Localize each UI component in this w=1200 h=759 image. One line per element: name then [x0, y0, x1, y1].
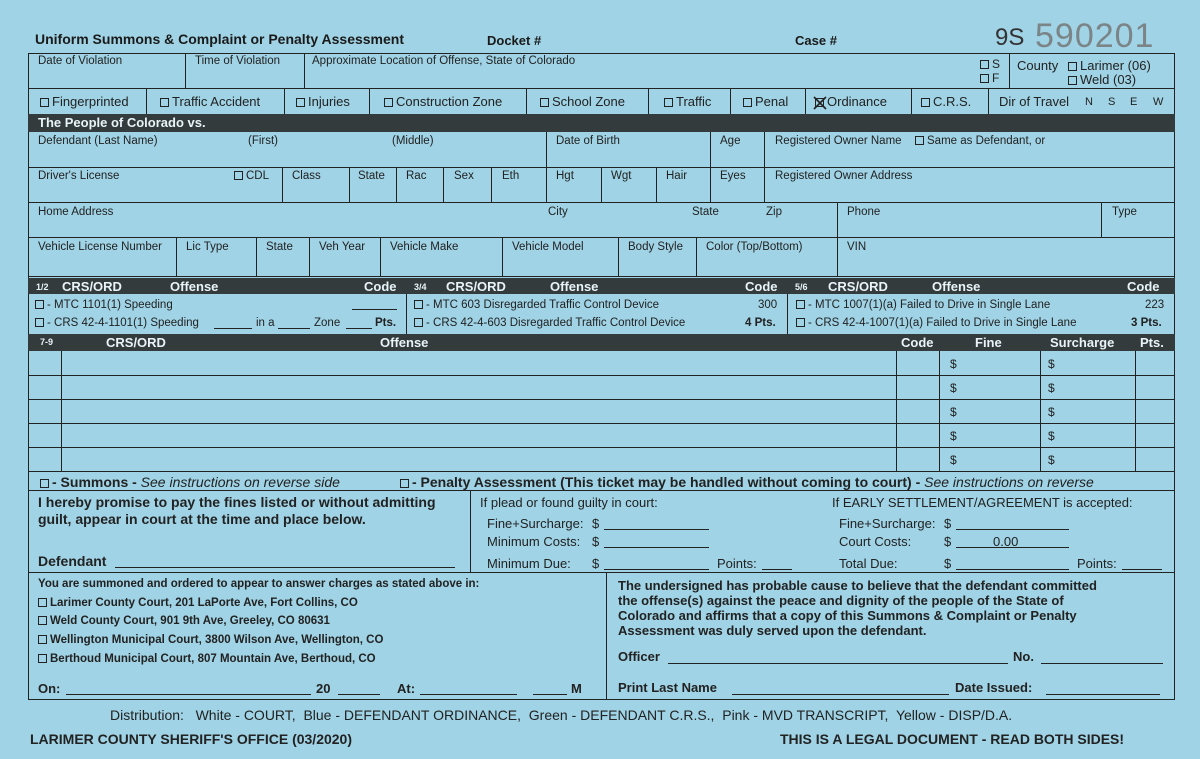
early-points-label: Points: — [1077, 556, 1117, 571]
courts-head: You are summoned and ordered to appear to answer charges as stated above in: — [38, 578, 480, 590]
vin-label: VIN — [847, 241, 867, 253]
table2-surcharge: Surcharge — [1050, 335, 1115, 350]
offense-crs-1101-label: - CRS 42-4-1101(1) Speeding — [47, 317, 199, 329]
early-fine-dollar: $ — [944, 516, 952, 531]
group2-offense: Offense — [550, 279, 599, 294]
surcharge-dollar-5: $ — [1048, 453, 1055, 467]
summons-checkbox[interactable] — [40, 474, 340, 490]
group3-code: Code — [1127, 279, 1160, 294]
early-points-line[interactable] — [1122, 569, 1162, 570]
fine-dollar-3: $ — [950, 405, 957, 419]
x-mark-icon — [813, 96, 827, 110]
fingerprinted-label: Fingerprinted — [52, 94, 129, 109]
offense-mtc-1101[interactable] — [35, 299, 173, 311]
dir-travel-label: Dir of Travel — [999, 94, 1070, 109]
on-date-line[interactable] — [66, 694, 311, 695]
cause-line-2: the offense(s) against the peace and dignity of the people of the State of — [618, 593, 1064, 608]
wgt-label: Wgt — [611, 170, 632, 182]
hgt-label: Hgt — [556, 170, 574, 182]
surcharge-dollar-2: $ — [1048, 381, 1055, 395]
group2-crs: CRS/ORD — [446, 279, 506, 294]
early-totaldue-dollar: $ — [944, 556, 952, 571]
guilty-mincosts-line[interactable] — [604, 547, 709, 548]
same-as-defendant-checkbox[interactable] — [915, 135, 1045, 147]
traffic-label: Traffic — [676, 94, 712, 109]
promise-text-1: I hereby promise to pay the fines listed or without admitting — [38, 494, 436, 510]
ticket-prefix: 9S — [995, 24, 1025, 51]
group1-crs: CRS/ORD — [62, 279, 122, 294]
ordinance-box-checked[interactable] — [815, 98, 824, 107]
table2-fine: Fine — [975, 335, 1002, 350]
early-totaldue-line[interactable] — [956, 569, 1069, 570]
dir-w[interactable]: W — [1153, 96, 1164, 108]
surcharge-dollar-1: $ — [1048, 357, 1055, 371]
veh-year-label: Veh Year — [319, 241, 366, 253]
group1-label: 1/2 — [36, 282, 49, 292]
officer-no-label: No. — [1013, 649, 1034, 664]
vehicle-license-label: Vehicle License Number — [38, 241, 163, 253]
offense-mtc-603[interactable] — [414, 299, 659, 311]
case-label: Case # — [795, 33, 837, 48]
offense-mtc-1101-label: - MTC 1101(1) Speeding — [47, 299, 173, 311]
table2-offense: Offense — [380, 335, 429, 350]
guilty-fine-line[interactable] — [604, 529, 709, 530]
date-violation-label: Date of Violation — [38, 55, 123, 67]
at-time-line[interactable] — [420, 694, 517, 695]
date-issued-label: Date Issued: — [955, 680, 1033, 695]
early-courtcosts-label: Court Costs: — [839, 534, 912, 549]
traffic-accident-checkbox[interactable] — [160, 94, 260, 109]
crs-label: C.R.S. — [933, 94, 972, 109]
group2-label: 3/4 — [414, 282, 427, 292]
print-name-label: Print Last Name — [618, 680, 717, 695]
weld-checkbox[interactable] — [1068, 72, 1136, 87]
zip-label: Zip — [766, 206, 782, 218]
guilty-points-line[interactable] — [762, 569, 792, 570]
cause-line-3: Colorado and affirms that a copy of this Summons & Complaint or Penalty — [618, 608, 1077, 623]
surcharge-dollar-3: $ — [1048, 405, 1055, 419]
limit-blank[interactable] — [278, 328, 310, 329]
color-label: Color (Top/Bottom) — [706, 241, 803, 253]
hair-label: Hair — [666, 170, 688, 182]
f-box[interactable] — [980, 74, 989, 83]
in-a-label: in a — [256, 317, 275, 329]
same-label: Same as Defendant, or — [927, 135, 1046, 147]
first-label: (First) — [248, 135, 279, 147]
penal-checkbox[interactable] — [743, 94, 788, 109]
fine-dollar-1: $ — [950, 357, 957, 371]
offense-crs-603[interactable] — [414, 317, 685, 329]
crs-checkbox[interactable] — [921, 94, 971, 109]
eyes-label: Eyes — [720, 170, 746, 182]
s-checkbox[interactable] — [980, 57, 1000, 71]
rac-label: Rac — [406, 170, 427, 182]
guilty-points-label: Points: — [717, 556, 757, 571]
table2-pts: Pts. — [1140, 335, 1164, 350]
offense-crs-603-label: - CRS 42-4-603 Disregarded Traffic Control Device — [426, 317, 686, 329]
middle-label: (Middle) — [392, 135, 434, 147]
zone-label: Zone — [314, 317, 341, 329]
dir-e[interactable]: E — [1130, 96, 1138, 108]
type-label: Type — [1112, 206, 1137, 218]
group1-code: Code — [364, 279, 397, 294]
year-label: 20 — [316, 681, 331, 696]
court-larimer-label: Larimer County Court, 201 LaPorte Ave, Fort Collins, CO — [50, 597, 358, 609]
code-blank-1[interactable] — [352, 309, 397, 310]
guilty-fine-dollar: $ — [592, 516, 600, 531]
group1-offense: Offense — [170, 279, 219, 294]
group3-offense: Offense — [932, 279, 981, 294]
reg-owner-label: Registered Owner Name — [775, 135, 902, 147]
penal-label: Penal — [755, 94, 789, 109]
dl-label: Driver's License — [38, 170, 120, 182]
court-wellington[interactable] — [38, 634, 383, 646]
early-totaldue-label: Total Due: — [839, 556, 898, 571]
location-label: Approximate Location of Offense, State of Colorado — [312, 55, 576, 67]
weld-label: Weld (03) — [1080, 72, 1137, 87]
traffic-checkbox[interactable] — [664, 94, 711, 109]
ordinance-checkbox[interactable] — [815, 94, 887, 109]
reg-addr-label: Registered Owner Address — [775, 170, 913, 182]
group3-crs: CRS/ORD — [828, 279, 888, 294]
school-zone-label: School Zone — [552, 94, 625, 109]
construction-zone-label: Construction Zone — [396, 94, 503, 109]
dir-s[interactable]: S — [1108, 96, 1116, 108]
traffic-accident-label: Traffic Accident — [172, 94, 261, 109]
offense-crs-1007[interactable] — [796, 317, 1076, 329]
at-label: At: — [397, 681, 416, 696]
officer-line[interactable] — [668, 663, 1008, 664]
print-name-line[interactable] — [732, 694, 949, 695]
on-label: On: — [38, 681, 61, 696]
year-line[interactable] — [338, 694, 380, 695]
ordinance-label: Ordinance — [827, 94, 887, 109]
pts-label-2: 4 Pts. — [745, 317, 776, 329]
larimer-checkbox[interactable] — [1068, 58, 1151, 73]
docket-label: Docket # — [487, 33, 542, 48]
m-label: M — [571, 681, 582, 696]
group2-code: Code — [745, 279, 778, 294]
state-label: State — [358, 170, 385, 182]
f-label: F — [992, 71, 1000, 85]
fine-dollar-5: $ — [950, 453, 957, 467]
court-larimer[interactable] — [38, 597, 358, 609]
pts-blank[interactable] — [346, 328, 372, 329]
offense-crs-1007-label: - CRS 42-4-1007(1)(a) Failed to Drive in Single Lane — [808, 317, 1077, 329]
larimer-label: Larimer (06) — [1080, 58, 1151, 73]
pts-label-3: 3 Pts. — [1131, 317, 1162, 329]
early-courtcosts-value: 0.00 — [993, 534, 1019, 549]
weld-box[interactable] — [1068, 76, 1077, 85]
summons-label: - Summons - — [52, 474, 137, 490]
penalty-label: - Penalty Assessment (This ticket may be handled without coming to court) - — [412, 474, 921, 490]
office-text: LARIMER COUNTY SHERIFF'S OFFICE (03/2020) — [30, 731, 353, 747]
speed-blank[interactable] — [214, 328, 252, 329]
penalty-instr: See instructions on reverse — [924, 474, 1094, 490]
offense-crs-1101[interactable] — [35, 317, 199, 329]
age-label: Age — [720, 135, 741, 147]
vehicle-make-label: Vehicle Make — [390, 241, 459, 253]
school-zone-checkbox[interactable] — [540, 94, 625, 109]
defendant-last-label: Defendant (Last Name) — [38, 135, 158, 147]
surcharge-dollar-4: $ — [1048, 429, 1055, 443]
class-label: Class — [292, 170, 321, 182]
officer-label: Officer — [618, 649, 660, 664]
cause-line-1: The undersigned has probable cause to believe that the defendant committed — [618, 578, 1097, 593]
injuries-label: Injuries — [308, 94, 350, 109]
ticket-number: 590201 — [1035, 17, 1155, 55]
home-address-label: Home Address — [38, 206, 114, 218]
legal-text: THIS IS A LEGAL DOCUMENT - READ BOTH SIDES! — [780, 731, 1125, 747]
offense-mtc-1007[interactable] — [796, 299, 1050, 311]
officer-no-line[interactable] — [1041, 663, 1163, 664]
vehicle-model-label: Vehicle Model — [512, 241, 584, 253]
court-weld[interactable] — [38, 615, 330, 627]
court-berthoud[interactable] — [38, 653, 376, 665]
offense-mtc-1007-label: - MTC 1007(1)(a) Failed to Drive in Single Lane — [808, 299, 1051, 311]
fingerprinted-checkbox[interactable] — [40, 94, 129, 109]
defendant-signature-line[interactable] — [115, 567, 455, 568]
county-label: County — [1017, 58, 1059, 73]
fine-dollar-4: $ — [950, 429, 957, 443]
court-wellington-label: Wellington Municipal Court, 3800 Wilson Ave, Wellington, CO — [50, 634, 384, 646]
lic-type-label: Lic Type — [186, 241, 229, 253]
cause-line-4: Assessment was duly served upon the defendant. — [618, 623, 927, 638]
dir-n[interactable]: N — [1085, 96, 1093, 108]
summons-instr: See instructions on reverse side — [140, 474, 340, 490]
time-violation-label: Time of Violation — [195, 55, 281, 67]
guilty-mindue-line[interactable] — [604, 569, 709, 570]
guilty-head: If plead or found guilty in court: — [480, 495, 658, 510]
guilty-fine-label: Fine+Surcharge: — [487, 516, 584, 531]
ampm-line[interactable] — [533, 694, 567, 695]
table2-group: 7-9 — [40, 337, 54, 347]
court-berthoud-label: Berthoud Municipal Court, 807 Mountain Ave, Berthoud, CO — [50, 653, 376, 665]
early-courtcosts-dollar: $ — [944, 534, 952, 549]
group3-label: 5/6 — [795, 282, 808, 292]
construction-zone-checkbox[interactable] — [384, 94, 502, 109]
distribution-text: Distribution: White - COURT, Blue - DEFENDANT ORDINANCE, Green - DEFENDANT C.R.S., Pink - MVD TRANSCRIPT, Yellow - DISP/D.A. — [110, 707, 1013, 723]
court-weld-label: Weld County Court, 901 9th Ave, Greeley, CO 80631 — [50, 615, 330, 627]
larimer-box[interactable] — [1068, 62, 1077, 71]
table2-code: Code — [901, 335, 934, 350]
promise-text-2: guilt, appear in court at the time and place below. — [38, 511, 366, 527]
dob-label: Date of Birth — [556, 135, 620, 147]
sex-label: Sex — [454, 170, 474, 182]
body-style-label: Body Style — [628, 241, 683, 253]
pts-label-1: Pts. — [375, 317, 397, 329]
form-title: Uniform Summons & Complaint or Penalty Assessment — [35, 31, 404, 47]
penalty-checkbox[interactable] — [400, 474, 1094, 490]
early-fine-label: Fine+Surcharge: — [839, 516, 936, 531]
offense-mtc-603-label: - MTC 603 Disregarded Traffic Control Device — [426, 299, 660, 311]
people-bar: The People of Colorado vs. — [28, 114, 1175, 132]
cdl-checkbox[interactable] — [234, 170, 269, 182]
code-223: 223 — [1145, 299, 1165, 311]
s-label: S — [992, 57, 1001, 71]
code-300: 300 — [758, 299, 778, 311]
guilty-mincosts-label: Minimum Costs: — [487, 534, 581, 549]
table2-header-bar — [28, 334, 1175, 351]
early-fine-line[interactable] — [956, 529, 1069, 530]
early-head: If EARLY SETTLEMENT/AGREEMENT is accepted: — [832, 495, 1133, 510]
injuries-checkbox[interactable] — [296, 94, 350, 109]
defendant-sign-label: Defendant — [38, 553, 107, 569]
date-issued-line[interactable] — [1046, 694, 1160, 695]
state3-label: State — [266, 241, 293, 253]
fine-dollar-2: $ — [950, 381, 957, 395]
cdl-label: CDL — [246, 170, 270, 182]
city-label: City — [548, 206, 568, 218]
phone-label: Phone — [847, 206, 881, 218]
guilty-mindue-dollar: $ — [592, 556, 600, 571]
guilty-mindue-label: Minimum Due: — [487, 556, 571, 571]
table2-crs: CRS/ORD — [106, 335, 166, 350]
s-box[interactable] — [980, 60, 989, 69]
guilty-mincosts-dollar: $ — [592, 534, 600, 549]
f-checkbox[interactable] — [980, 71, 999, 85]
eth-label: Eth — [502, 170, 520, 182]
state2-label: State — [692, 206, 719, 218]
